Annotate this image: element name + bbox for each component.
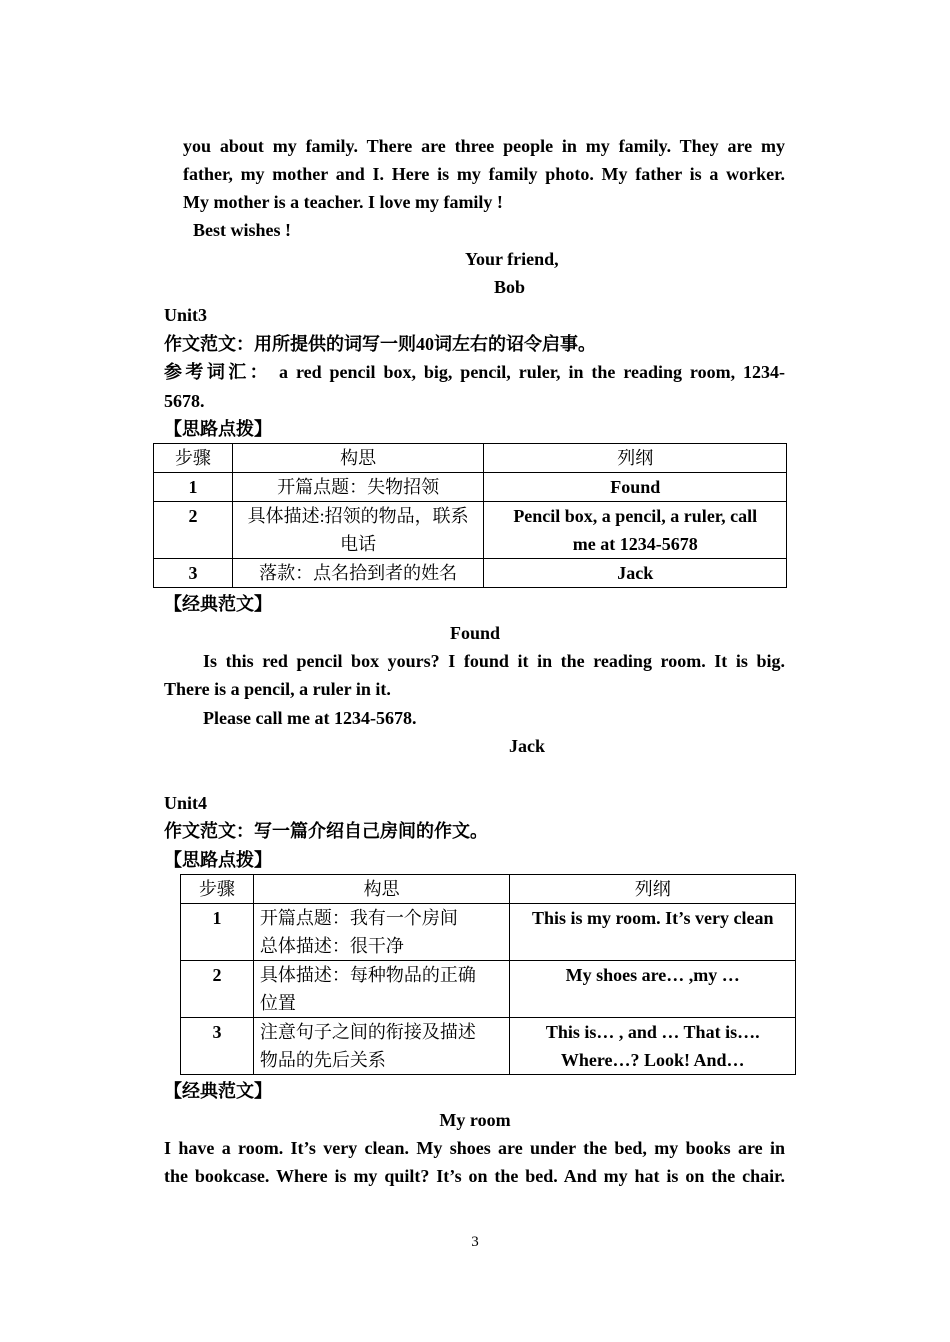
idea-text: 落款：点名拾到者的姓名	[259, 563, 458, 583]
table-row	[181, 1018, 796, 1075]
header-idea: 构思	[253, 875, 510, 904]
unit3-task: 作文范文：用所提供的词写一则40词左右的诏令启事。	[164, 334, 596, 354]
unit4-sample-line-2: the bookcase. Where is my quilt? It’s on the bed. And my hat is on the chair.	[164, 1166, 785, 1186]
outline-text: Pencil box, a pencil, a ruler, call	[513, 506, 758, 526]
unit4-tips-label: 【思路点拨】	[164, 850, 272, 870]
idea-text: 具体描述：每种物品的正确	[259, 965, 476, 985]
step-cell: 3	[181, 1018, 254, 1075]
idea-text: 总体描述：很干净	[259, 936, 404, 956]
unit4-outline-table	[180, 874, 796, 1075]
outline-cell	[510, 961, 796, 1018]
step-cell: 1	[154, 473, 233, 502]
outline-cell	[510, 904, 796, 961]
step-cell: 1	[181, 904, 254, 961]
unit3-heading: Unit3	[164, 305, 208, 325]
outline-text: My shoes are… ,my …	[565, 965, 740, 985]
header-idea: 构思	[232, 444, 484, 473]
header-outline: 列纲	[510, 875, 796, 904]
unit3-sample-title: Found	[449, 623, 501, 643]
idea-text: 注意句子之间的衔接及描述	[259, 1022, 476, 1042]
table-row	[154, 502, 787, 559]
outline-cell	[484, 502, 787, 559]
unit3-sample-label: 【经典范文】	[164, 594, 272, 614]
unit4-heading: Unit4	[164, 793, 208, 813]
letter-signoff: Your friend,	[465, 249, 559, 269]
unit3-sample-line-1: Is this red pencil box yours? I found it in the reading room. It is big.	[203, 651, 785, 671]
table-header-row	[154, 444, 787, 473]
outline-cell	[484, 559, 787, 588]
outline-text: Found	[610, 477, 661, 497]
letter-line-3: My mother is a teacher. I love my family !	[183, 192, 503, 212]
page-number: 3	[471, 1234, 479, 1250]
outline-text: This is… , and … That is….	[545, 1022, 760, 1042]
letter-name: Bob	[494, 277, 526, 297]
unit3-vocab-line-2: 5678.	[164, 391, 205, 411]
step-cell: 3	[154, 559, 233, 588]
letter-closing: Best wishes !	[193, 220, 291, 240]
idea-text: 电话	[340, 534, 377, 554]
table-row	[181, 961, 796, 1018]
table-header-row	[181, 875, 796, 904]
unit3-sample-line-2: There is a pencil, a ruler in it.	[164, 679, 391, 699]
table-row	[154, 559, 787, 588]
idea-text: 开篇点题：失物招领	[277, 477, 440, 497]
idea-cell	[253, 961, 510, 1018]
idea-text: 物品的先后关系	[259, 1050, 386, 1070]
outline-text: This is my room. It’s very clean	[531, 908, 774, 928]
outline-text: me at 1234-5678	[572, 534, 698, 554]
table-row	[154, 473, 787, 502]
idea-cell	[232, 559, 484, 588]
idea-text: 位置	[259, 993, 296, 1013]
header-outline: 列纲	[484, 444, 787, 473]
outline-cell	[510, 1018, 796, 1075]
unit4-sample-title: My room	[439, 1110, 511, 1130]
step-cell: 2	[181, 961, 254, 1018]
unit3-vocab-line-1: 参考词汇： a red pencil box, big, pencil, ruler, in the reading room, 1234-	[164, 362, 785, 382]
unit4-task: 作文范文：写一篇介绍自己房间的作文。	[164, 821, 488, 841]
idea-cell	[253, 904, 510, 961]
unit3-sample-line-3: Please call me at 1234-5678.	[203, 708, 417, 728]
unit3-outline-table	[153, 443, 787, 588]
idea-cell	[232, 502, 484, 559]
table-row	[181, 904, 796, 961]
unit4-sample-label: 【经典范文】	[164, 1081, 272, 1101]
outline-text: Where…? Look! And…	[560, 1050, 745, 1070]
header-step: 步骤	[181, 875, 254, 904]
outline-text: Jack	[617, 563, 654, 583]
idea-text: 开篇点题：我有一个房间	[259, 908, 458, 928]
outline-text	[650, 993, 655, 1013]
letter-line-2: father, my mother and I. Here is my family photo. My father is a worker.	[183, 164, 785, 184]
letter-line-1: you about my family. There are three people in my family. They are my	[183, 136, 785, 156]
idea-cell	[253, 1018, 510, 1075]
idea-text: 具体描述:招领的物品，联系	[247, 506, 469, 526]
step-cell: 2	[154, 502, 233, 559]
unit4-sample-line-1: I have a room. It’s very clean. My shoes are under the bed, my books are in	[164, 1138, 785, 1158]
unit3-sample-sign: Jack	[509, 736, 545, 756]
outline-cell	[484, 473, 787, 502]
idea-cell	[232, 473, 484, 502]
unit3-tips-label: 【思路点拨】	[164, 419, 272, 439]
outline-text	[650, 936, 655, 956]
header-step: 步骤	[154, 444, 233, 473]
